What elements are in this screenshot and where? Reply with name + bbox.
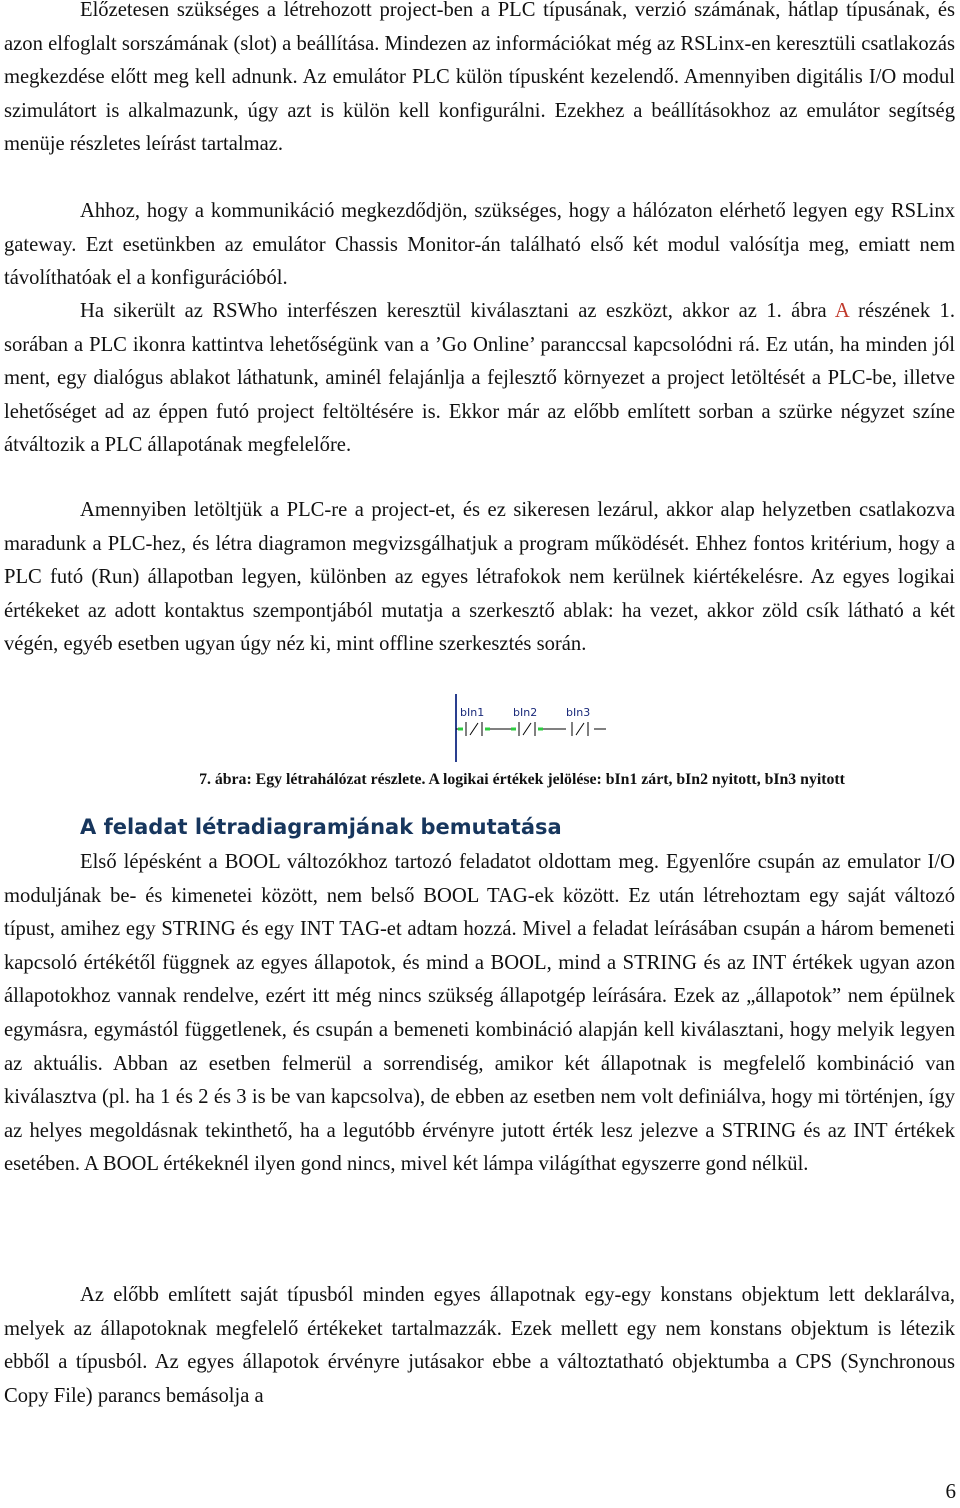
paragraph-own-type: Az előbb említett saját típusból minden egyes állapotnak egy-egy konstans objektum lett deklarálva, melyek az állapotoknak megfelelő értékeket tartalmazzák. Ezek mellett egy nem konstans objektum is létezik ebből a típusból. Az egyes állapotok érvényre jutásakor ebbe a változtatható objektumba a CPS (Synchronous Copy File) parancs bemásolja a [4,1284,955,1407]
ladder-diagram-svg [446,694,611,762]
figure-caption: 7. ábra: Egy létrahálózat részlete. A logikai értékek jelölése: bIn1 zárt, bIn2 nyitott, bIn3 nyitott [199,771,845,788]
paragraph-go-online [4,295,955,463]
paragraph-bool-variables: Első lépésként a BOOL változókhoz tartozó feladatot oldottam meg. Egyenlőre csupán az emulator I/O moduljának be- és kimenetei között, nem belső BOOL TAG-ek között. Ez után létrehoztam egy saját változó típust, amihez egy STRING és egy INT TAG-et adtam hozzá. Mivel a feladat leírásában csupán a három bemeneti kapcsoló értékétől függnek az egyes állapotok, és mind a BOOL, mind a STRING és az INT értékek ugyan azon állapotokhoz vannak rendelve, ezért itt még nincs szükség állapotgép leírására. Ezek az „állapotok” nem épülnek egymásra, egymástól függetlenek, és csupán a bemeneti kombináció alapján kell kiválasztani, hogy melyik legyen az aktuális. Abban az esetben felmerül a sorrendiség, amikor két állapotnak is megfelelő kombináció van kiválasztva (pl. ha 1 és 2 és 3 is be van kapcsolva), de ebben az esetben nem volt definiálva, hogy mi történjen, így az helyes megoldásnak tekinthető, ha a legutóbb érvényre jutott érték lesz jelezve a STRING és az INT értékek esetében. A BOOL értékeknél ilyen gond nincs, mivel két lámpa világíthat egyszerre gond nélkül. [4,851,955,1176]
paragraph-go-online-text-b: részének 1. sorában a PLC ikonra kattintva lehetőségünk van a ’Go Online’ paranccsal kapcsolódni rá. Ez után, ha minden jól ment, egy dialógus ablakot láthatunk, aminél felajánlja a fejlesztő környezet a project letöltését a PLC-be, illetve lehetőséget ad az éppen futó project feltöltésére is. Ekkor már az előbb említett sorban a szürke négyzet színe átváltozik a PLC állapotának megfelelőre. [4,300,955,457]
contact-label: bIn1 [460,706,485,719]
figure-reference-link[interactable]: A [834,300,849,322]
contact-label: bIn3 [566,706,591,719]
paragraph-download-project: Amennyiben letöltjük a PLC-re a project-et, és ez sikeresen lezárul, akkor alap helyzetben csatlakozva maradunk a PLC-hez, és létra diagramon megvizsgálhatjuk a program működését. Ehhez fontos kritérium, hogy a PLC futó (Run) állapotban legyen, különben az egyes létrafokok nem kerülnek kiértékelésre. Az egyes logikai értékeket az adott kontaktus szempontjából mutatja a szerkesztő ablak: ha vezet, akkor zöld csík látható a két végén, egyéb esetben ugyan úgy néz ki, mint offline szerkesztés során. [4,499,955,656]
ladder-diagram-figure [446,694,611,762]
paragraph-rslinx-gateway: Ahhoz, hogy a kommunikáció megkezdődjön, szükséges, hogy a hálózaton elérhető legyen egy RSLinx gateway. Ezt esetünkben az emulátor Chassis Monitor-án található első két modul valósítja meg, emiatt nem távolíthatóak el a konfigurációból. [4,200,955,290]
contact-label: bIn2 [513,706,538,719]
paragraph-go-online-text-a: Ha sikerült az RSWho interfészen keresztül kiválasztani az eszközt, akkor az 1. ábra [80,300,835,322]
page-number: 6 [945,1479,956,1503]
paragraph-plc-setup: Előzetesen szükséges a létrehozott project-ben a PLC típusának, verzió számának, hátlap típusának, és azon elfoglalt sorszámának (slot) a beállítása. Mindezen az információkat még az RSLinx-en keresztüli csatlakozás megkezdése előtt meg kell adnunk. Az emulátor PLC külön típusként kezelendő. Amennyiben digitális I/O modul szimulátort is alkalmazunk, úgy azt is külön kell konfigurálni. Ezekhez a beállításokhoz az emulátor segítség menüje részletes leírást tartalmaz. [4,0,955,156]
section-heading: A feladat létradiagramjának bemutatása [80,815,562,839]
